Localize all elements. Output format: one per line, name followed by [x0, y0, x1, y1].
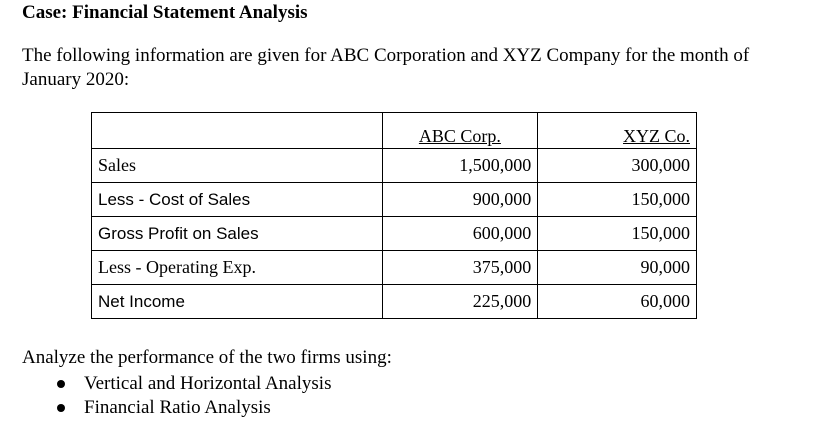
row-value-abc: 600,000 [382, 217, 538, 251]
row-value-xyz: 60,000 [538, 285, 697, 319]
financial-table [91, 112, 697, 319]
list-item [52, 396, 331, 420]
table-header-row [92, 113, 697, 149]
row-label-operating-exp: Less - Operating Exp. [92, 251, 383, 285]
case-title: Case: Financial Statement Analysis [22, 2, 308, 23]
row-value-xyz: 300,000 [538, 149, 697, 183]
row-value-abc: 375,000 [382, 251, 538, 285]
intro-paragraph: The following information are given for ABC Corporation and XYZ Company for the month of January 2020: [22, 45, 750, 90]
table-row [92, 217, 697, 251]
table-row [92, 149, 697, 183]
row-value-xyz: 150,000 [538, 183, 697, 217]
row-value-abc: 225,000 [382, 285, 538, 319]
analysis-prompt: Analyze the performance of the two firms using: [22, 347, 392, 368]
row-value-abc: 1,500,000 [382, 149, 538, 183]
header-abc-corp: ABC Corp. [382, 113, 538, 149]
bullet-icon [57, 404, 65, 412]
row-value-xyz: 90,000 [538, 251, 697, 285]
methods-list [52, 372, 331, 420]
row-label-sales: Sales [92, 149, 383, 183]
method-label: Financial Ratio Analysis [84, 397, 271, 418]
table-row [92, 183, 697, 217]
row-label-net-income: Net Income [92, 285, 383, 319]
row-label-gross-profit: Gross Profit on Sales [92, 217, 383, 251]
row-label-cost-of-sales: Less - Cost of Sales [92, 183, 383, 217]
bullet-icon [57, 380, 65, 388]
list-item [52, 372, 331, 396]
table-row [92, 285, 697, 319]
method-label: Vertical and Horizontal Analysis [84, 373, 332, 394]
header-xyz-co: XYZ Co. [538, 113, 697, 149]
row-value-abc: 900,000 [382, 183, 538, 217]
row-value-xyz: 150,000 [538, 217, 697, 251]
table-row [92, 251, 697, 285]
header-blank-cell [92, 113, 383, 149]
